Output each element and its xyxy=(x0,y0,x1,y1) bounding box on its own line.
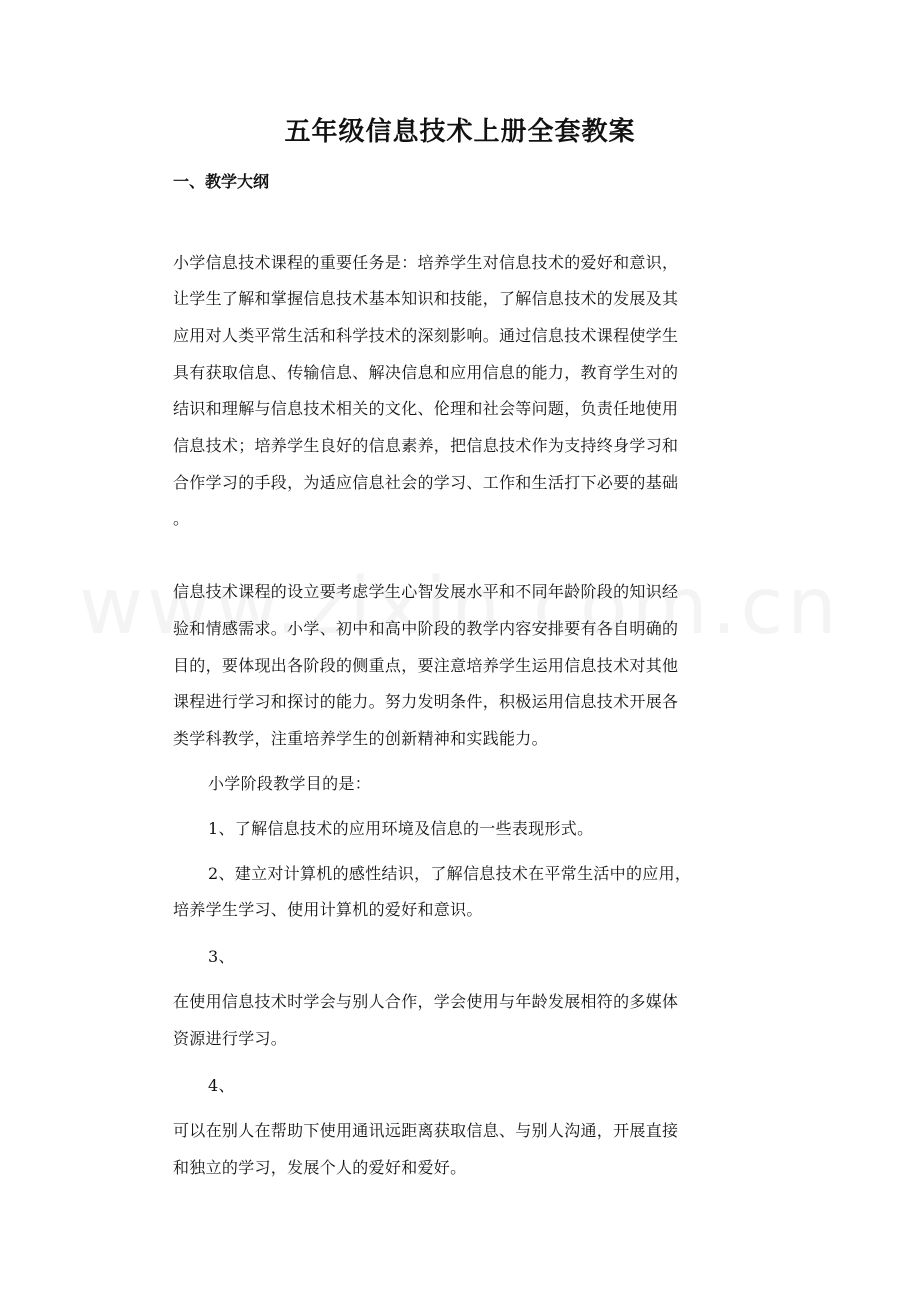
paragraph-line: 小学信息技术课程的重要任务是：培养学生对信息技术的爱好和意识， xyxy=(173,253,679,272)
goals-intro: 小学阶段教学目的是： xyxy=(208,774,372,793)
paragraph-line: 类学科教学，注重培养学生的创新精神和实践能力。 xyxy=(173,729,548,748)
paragraph-line: 结识和理解与信息技术相关的文化、伦理和社会等问题，负责任地使用 xyxy=(173,399,679,418)
paragraph-line: 合作学习的手段，为适应信息社会的学习、工作和生活打下必要的基础 xyxy=(173,473,679,492)
goal-2-line: 2、建立对计算机的感性结识，了解信息技术在平常生活中的应用， xyxy=(208,864,692,883)
paragraph-line: 课程进行学习和探讨的能力。努力发明条件，积极运用信息技术开展各 xyxy=(173,692,679,711)
goal-4-line: 可以在别人在帮助下使用通讯远距离获取信息、与别人沟通，开展直接 xyxy=(173,1121,679,1140)
goal-4-number: 4、 xyxy=(208,1076,235,1095)
paragraph-line: 让学生了解和掌握信息技术基本知识和技能，了解信息技术的发展及其 xyxy=(173,289,679,308)
goal-1: 1、了解信息技术的应用环境及信息的一些表现形式。 xyxy=(208,819,594,838)
goal-3-number: 3、 xyxy=(208,947,235,966)
goal-3-line: 资源进行学习。 xyxy=(173,1029,288,1048)
section-heading: 一、教学大纲 xyxy=(173,172,270,191)
paragraph-line: 验和情感需求。小学、初中和高中阶段的教学内容安排要有各自明确的 xyxy=(173,619,679,638)
paragraph-line: 具有获取信息、传输信息、解决信息和应用信息的能力，教育学生对的 xyxy=(173,363,679,382)
document-title: 五年级信息技术上册全套教案 xyxy=(284,117,636,147)
paragraph-line: 目的，要体现出各阶段的侧重点，要注意培养学生运用信息技术对其他 xyxy=(173,656,679,675)
goal-2-line: 培养学生学习、使用计算机的爱好和意识。 xyxy=(173,900,483,919)
paragraph-line: 。 xyxy=(173,509,190,528)
goal-3-line: 在使用信息技术时学会与别人合作，学会使用与年龄发展相符的多媒体 xyxy=(173,992,679,1011)
goal-4-line: 和独立的学习，发展个人的爱好和爱好。 xyxy=(173,1158,467,1177)
paragraph-line: 信息技术；培养学生良好的信息素养，把信息技术作为支持终身学习和 xyxy=(173,436,679,455)
paragraph-line: 信息技术课程的设立要考虑学生心智发展水平和不同年龄阶段的知识经 xyxy=(173,582,679,601)
paragraph-line: 应用对人类平常生活和科学技术的深刻影响。通过信息技术课程使学生 xyxy=(173,326,679,345)
